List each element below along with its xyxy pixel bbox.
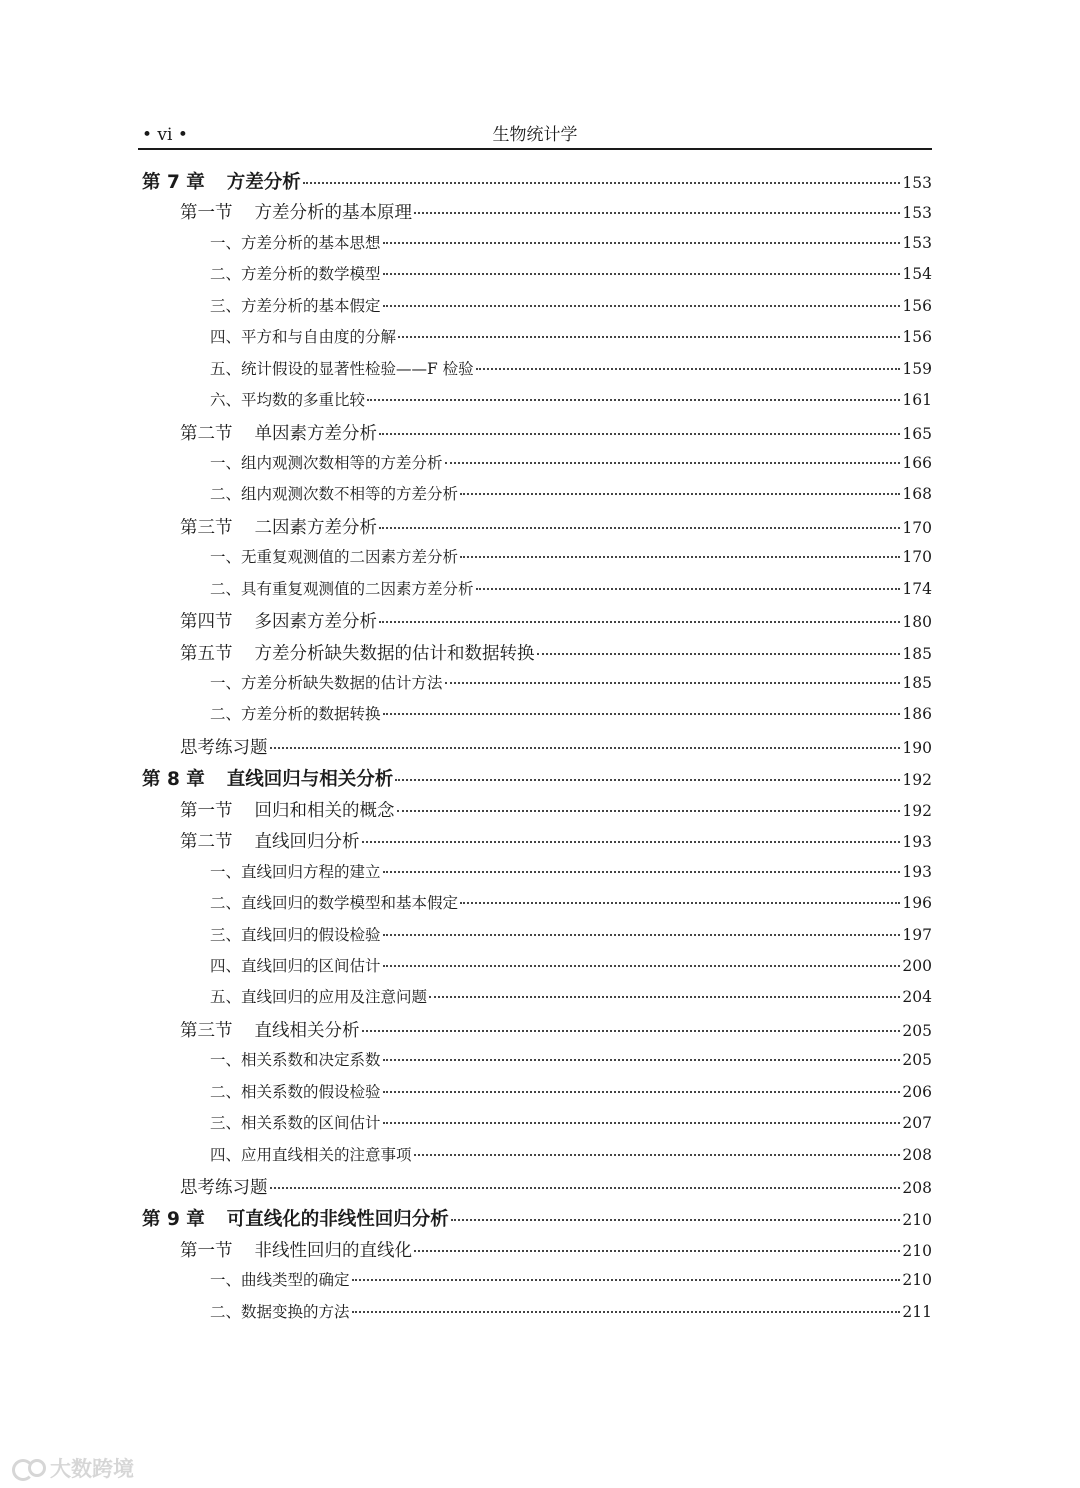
toc-page-number: 186	[902, 705, 932, 724]
dot-leader	[445, 682, 901, 684]
toc-entry-text: 单因素方差分析	[254, 423, 377, 444]
toc-section[interactable]	[138, 797, 932, 828]
toc-subsection[interactable]	[138, 451, 932, 482]
toc-entry-text: 一、无重复观测值的二因素方差分析	[210, 548, 459, 567]
dot-leader	[476, 588, 901, 590]
toc-entry-text: 四、直线回归的区间估计	[210, 956, 381, 975]
toc-page-number: 168	[902, 485, 932, 504]
toc-entry-title	[210, 1111, 381, 1133]
toc-entry-number: 第 9 章	[142, 1209, 205, 1231]
toc-entry-title	[142, 168, 301, 194]
toc-entry-number: 第三节	[180, 517, 233, 538]
toc-page-number: 192	[902, 801, 932, 820]
toc-page-number: 190	[902, 738, 932, 757]
toc-entry-number: 第二节	[180, 423, 233, 444]
toc-entry-number: 第一节	[180, 1240, 233, 1261]
toc-page-number: 185	[902, 674, 932, 692]
toc-entry-text: 四、应用直线相关的注意事项	[210, 1145, 412, 1164]
toc-page-number: 153	[902, 204, 932, 223]
toc-entry-title	[210, 1048, 381, 1070]
toc-section[interactable]	[138, 608, 932, 639]
toc-section[interactable]	[138, 734, 932, 765]
toc-page-number: 211	[902, 1302, 932, 1321]
toc-entry-text: 直线相关分析	[254, 1020, 360, 1041]
toc-page-number: 185	[902, 644, 932, 663]
toc-entry-text: 一、组内观测次数相等的方差分析	[210, 453, 443, 472]
toc-page-number: 153	[902, 233, 932, 252]
dot-leader	[383, 1059, 901, 1061]
toc-entry-title	[180, 1237, 412, 1262]
toc-chapter[interactable]	[138, 765, 932, 796]
toc-page-number: 207	[902, 1114, 932, 1133]
toc-page-number: 208	[902, 1145, 932, 1164]
dot-leader	[367, 399, 900, 401]
toc-entry-title	[210, 860, 381, 882]
dot-leader	[383, 305, 901, 307]
toc-entry-text: 思考练习题	[180, 1178, 268, 1198]
toc-entry-title	[210, 482, 458, 504]
page-number-label: • vi •	[142, 125, 188, 145]
toc-entry-text: 四、平方和与自由度的分解	[210, 328, 397, 347]
toc-entry-title	[180, 734, 268, 759]
toc-subsection[interactable]	[138, 1268, 932, 1299]
toc-entry-text: 二、组内观测次数不相等的方差分析	[210, 485, 459, 504]
toc-subsection[interactable]	[138, 262, 932, 293]
toc-page-number: 165	[902, 424, 932, 443]
dot-leader	[414, 1154, 901, 1156]
toc-page-number: 170	[902, 548, 932, 567]
dot-leader	[460, 902, 900, 904]
toc-page-number: 197	[902, 925, 932, 944]
toc-entry-text: 二因素方差分析	[254, 517, 377, 538]
toc-section[interactable]	[138, 1237, 932, 1268]
toc-entry-text: 直线回归分析	[254, 832, 360, 853]
toc-entry-title	[210, 1143, 412, 1165]
toc-subsection[interactable]	[138, 1111, 932, 1142]
toc-page-number: 210	[902, 1211, 932, 1230]
toc-page-number: 204	[902, 988, 932, 1007]
toc-page-number: 200	[902, 956, 932, 975]
toc-entry-text: 二、具有重复观测值的二因素方差分析	[210, 579, 474, 598]
toc-entry-title	[210, 294, 381, 316]
toc-page-number: 156	[902, 296, 932, 315]
toc-page-number: 205	[902, 1051, 932, 1070]
toc-entry-title	[180, 1017, 360, 1042]
toc-entry-title	[210, 262, 381, 284]
dot-leader	[352, 1279, 901, 1281]
toc-page-number: 196	[902, 894, 932, 913]
toc-entry-text: 二、方差分析的数学模型	[210, 265, 381, 284]
toc-subsection[interactable]	[138, 1048, 932, 1079]
page-header	[138, 122, 932, 150]
toc-entry-title	[210, 357, 474, 379]
toc-section[interactable]	[138, 828, 932, 859]
toc-entry-number: 第一节	[180, 203, 233, 224]
dot-leader	[270, 747, 901, 749]
toc-subsection[interactable]	[138, 482, 932, 513]
toc-entry-title	[210, 954, 381, 976]
toc-page-number: 210	[902, 1241, 932, 1260]
toc-page-number: 208	[902, 1179, 932, 1197]
toc-entry-title	[180, 514, 377, 539]
dot-leader	[379, 433, 900, 435]
toc-entry-title	[210, 451, 443, 473]
toc-page-number: 154	[902, 265, 932, 284]
toc-entry-title	[210, 577, 474, 599]
dot-leader	[414, 212, 900, 214]
toc-subsection[interactable]	[138, 954, 932, 985]
toc-page-number: 156	[902, 328, 932, 347]
toc-subsection[interactable]	[138, 923, 932, 954]
toc-entry-title	[210, 1300, 350, 1322]
dot-leader	[460, 493, 900, 495]
toc-entry-text: 一、相关系数和决定系数	[210, 1051, 381, 1070]
toc-entry-text: 五、直线回归的应用及注意问题	[210, 988, 428, 1007]
toc-section[interactable]	[138, 640, 932, 671]
dot-leader	[383, 1091, 901, 1093]
toc-entry-number: 第一节	[180, 800, 233, 821]
toc-entry-text: 一、直线回归方程的建立	[210, 862, 381, 881]
toc-page-number: 159	[902, 359, 932, 378]
toc-entry-number: 第二节	[180, 832, 233, 853]
book-title: 生物统计学	[492, 125, 578, 145]
toc-entry-text: 六、平均数的多重比较	[210, 391, 366, 410]
dot-leader	[476, 368, 901, 370]
toc-page-number: 192	[902, 771, 932, 790]
dot-leader	[445, 462, 901, 464]
dot-leader	[537, 653, 901, 655]
toc-section[interactable]	[138, 420, 932, 451]
toc-page-number: 166	[902, 453, 932, 472]
dot-leader	[395, 779, 900, 781]
toc-subsection[interactable]	[138, 294, 932, 325]
toc-entry-title	[180, 1174, 268, 1199]
toc-entry-text: 非线性回归的直线化	[254, 1240, 412, 1261]
dot-leader	[383, 871, 901, 873]
dot-leader	[303, 182, 901, 184]
toc-entry-title	[180, 640, 535, 665]
toc-page-number: 153	[902, 174, 932, 192]
dot-leader	[383, 965, 901, 967]
dot-leader	[451, 1219, 901, 1221]
toc-entry-text: 方差分析缺失数据的估计和数据转换	[254, 643, 535, 664]
toc-entry-title	[142, 765, 393, 791]
toc-entry-title	[180, 828, 360, 853]
toc-chapter[interactable]	[138, 1205, 932, 1236]
toc-subsection[interactable]	[138, 702, 932, 733]
watermark	[10, 1453, 134, 1483]
dot-leader	[383, 273, 901, 275]
dot-leader	[379, 527, 900, 529]
toc-page-number: 193	[902, 833, 932, 852]
toc-entry-title	[210, 325, 396, 347]
toc-entry-title	[210, 985, 427, 1007]
toc-entry-text: 二、数据变换的方法	[210, 1302, 350, 1321]
toc-entry-title	[210, 1268, 350, 1290]
toc-subsection[interactable]	[138, 388, 932, 419]
dot-leader	[397, 810, 901, 812]
toc-entry-text: 方差分析的基本原理	[254, 203, 412, 224]
toc-entry-title	[180, 797, 395, 822]
toc-entry-number: 第 8 章	[142, 769, 205, 791]
toc-section[interactable]	[138, 199, 932, 230]
toc-entry-number: 第五节	[180, 643, 233, 664]
toc-subsection[interactable]	[138, 671, 932, 702]
toc-page-number: 161	[902, 391, 932, 410]
dot-leader	[429, 996, 900, 998]
toc-entry-text: 方差分析	[226, 172, 301, 193]
toc-entry-text: 三、直线回归的假设检验	[210, 925, 381, 944]
toc-subsection[interactable]	[138, 325, 932, 356]
toc-entry-title	[210, 923, 381, 945]
dot-leader	[383, 713, 901, 715]
toc-subsection[interactable]	[138, 1080, 932, 1111]
toc-entry-title	[210, 702, 381, 724]
toc-entry-title	[180, 199, 412, 224]
dot-leader	[460, 556, 900, 558]
toc-subsection[interactable]	[138, 545, 932, 576]
toc-section[interactable]	[138, 1017, 932, 1048]
dot-leader	[362, 1030, 901, 1032]
toc-entry-number: 第三节	[180, 1020, 233, 1041]
toc-entry-text: 一、方差分析的基本思想	[210, 233, 381, 252]
table-of-contents	[138, 168, 932, 1331]
toc-page-number: 210	[902, 1271, 932, 1290]
toc-entry-text: 二、直线回归的数学模型和基本假定	[210, 894, 459, 913]
toc-entry-text: 三、相关系数的区间估计	[210, 1114, 381, 1133]
toc-subsection[interactable]	[138, 1300, 932, 1331]
toc-page-number: 193	[902, 862, 932, 881]
watermark-text: 大数跨境	[50, 1457, 134, 1481]
toc-subsection[interactable]	[138, 357, 932, 388]
toc-page-number: 170	[902, 518, 932, 537]
brand-logo-icon	[10, 1457, 46, 1479]
toc-entry-number: 第 7 章	[142, 172, 205, 193]
dot-leader	[383, 1122, 901, 1124]
toc-entry-text: 多因素方差分析	[254, 612, 377, 633]
toc-page-number: 174	[902, 579, 932, 598]
toc-entry-text: 一、方差分析缺失数据的估计方法	[210, 674, 443, 692]
toc-entry-text: 可直线化的非线性回归分析	[226, 1209, 449, 1231]
toc-section[interactable]	[138, 514, 932, 545]
toc-entry-title	[142, 1205, 449, 1231]
toc-subsection[interactable]	[138, 860, 932, 891]
toc-entry-title	[210, 891, 458, 913]
toc-page-number: 206	[902, 1082, 932, 1101]
toc-entry-text: 一、曲线类型的确定	[210, 1271, 350, 1290]
toc-chapter[interactable]	[138, 168, 932, 199]
toc-subsection[interactable]	[138, 577, 932, 608]
dot-leader	[414, 1250, 900, 1252]
dot-leader	[383, 934, 901, 936]
toc-subsection[interactable]	[138, 891, 932, 922]
toc-entry-title	[180, 420, 377, 445]
toc-entry-title	[180, 608, 377, 633]
toc-page-number: 205	[902, 1021, 932, 1040]
toc-entry-title	[210, 671, 443, 693]
dot-leader	[270, 1187, 901, 1189]
toc-entry-text: 二、方差分析的数据转换	[210, 705, 381, 724]
dot-leader	[379, 621, 900, 623]
toc-entry-text: 直线回归与相关分析	[226, 769, 394, 791]
dot-leader	[352, 1311, 901, 1313]
toc-subsection[interactable]	[138, 231, 932, 262]
toc-entry-title	[210, 545, 458, 567]
toc-entry-title	[210, 388, 365, 410]
toc-entry-text: 二、相关系数的假设检验	[210, 1082, 381, 1101]
toc-page-number: 180	[902, 613, 932, 632]
toc-entry-number: 第四节	[180, 612, 233, 633]
dot-leader	[383, 242, 901, 244]
dot-leader	[362, 841, 901, 843]
toc-entry-text: 五、统计假设的显著性检验——F 检验	[210, 359, 474, 378]
toc-section[interactable]	[138, 1174, 932, 1205]
toc-entry-title	[210, 231, 381, 253]
dot-leader	[398, 336, 900, 338]
toc-entry-text: 思考练习题	[180, 737, 268, 758]
toc-subsection[interactable]	[138, 985, 932, 1016]
toc-entry-text: 回归和相关的概念	[254, 800, 395, 821]
toc-entry-title	[210, 1080, 381, 1102]
toc-subsection[interactable]	[138, 1143, 932, 1174]
toc-entry-text: 三、方差分析的基本假定	[210, 296, 381, 315]
